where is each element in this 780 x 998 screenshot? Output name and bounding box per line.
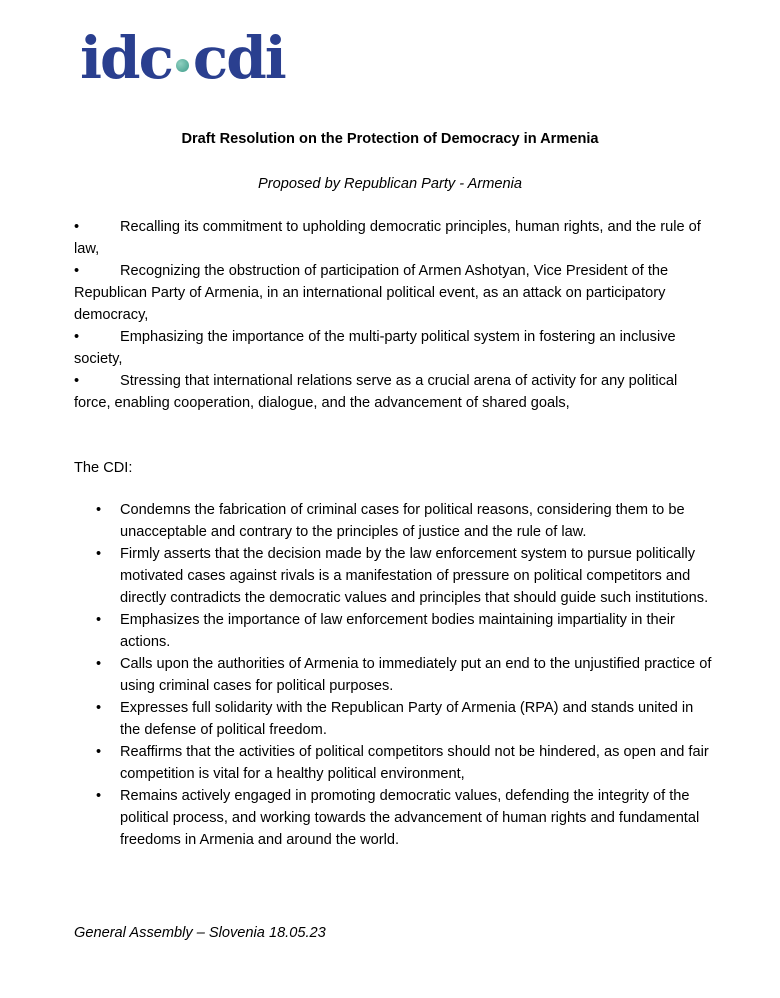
resolution-item	[74, 653, 714, 697]
resolution-text: Expresses full solidarity with the Republican Party of Armenia (RPA) and stands united in the defense of political freedom.	[120, 700, 694, 738]
logo-dot-icon	[176, 59, 189, 72]
preamble-section	[74, 216, 714, 414]
resolution-text: Emphasizes the importance of law enforcement bodies maintaining impartiality in their actions.	[120, 612, 675, 650]
bullet-icon: •	[74, 373, 80, 389]
resolution-text: Condemns the fabrication of criminal cases for political reasons, considering them to be unacceptable and contrary to the principles of justice and the rule of law.	[120, 502, 685, 540]
document-title: Draft Resolution on the Protection of Democracy in Armenia	[181, 131, 599, 147]
resolution-text: Reaffirms that the activities of political competitors should not be hindered, as open and fair competition is vital for a healthy political environment,	[120, 744, 709, 782]
preamble-text: Recognizing the obstruction of participation of Armen Ashotyan, Vice President of the Republican Party of Armenia, in an international political event, as an attack on participatory democracy,	[74, 263, 669, 323]
preamble-paragraph	[74, 370, 714, 414]
idc-cdi-logo	[80, 24, 285, 92]
resolution-item	[74, 609, 714, 653]
bullet-icon: •	[96, 788, 102, 804]
preamble-text: Stressing that international relations serve as a crucial arena of activity for any political force, enabling cooperation, dialogue, and the advancement of shared goals,	[74, 373, 678, 411]
resolution-item	[74, 543, 714, 609]
bullet-icon: •	[74, 329, 80, 345]
preamble-paragraph	[74, 216, 714, 260]
logo-text-idc: idc	[80, 24, 172, 92]
bullet-icon: •	[96, 502, 102, 518]
preamble-text: Emphasizing the importance of the multi-party political system in fostering an inclusive society,	[74, 329, 676, 367]
resolution-text: Firmly asserts that the decision made by the law enforcement system to pursue politically motivated cases against rivals is a manifestation of pressure on political competitors and directly contradicts the democratic values and principles that should guide such institutions.	[120, 546, 709, 606]
bullet-icon: •	[74, 219, 80, 235]
bullet-icon: •	[96, 546, 102, 562]
resolution-item	[74, 785, 714, 851]
cdi-lead-label: The CDI:	[74, 460, 133, 476]
resolution-item	[74, 741, 714, 785]
resolution-item	[74, 697, 714, 741]
preamble-paragraph	[74, 260, 714, 326]
bullet-icon: •	[96, 656, 102, 672]
resolutions-list	[74, 499, 714, 851]
document-footer: General Assembly – Slovenia 18.05.23	[74, 925, 326, 941]
resolution-text: Calls upon the authorities of Armenia to immediately put an end to the unjustified practice of using criminal cases for political purposes.	[120, 656, 712, 694]
resolution-item	[74, 499, 714, 543]
bullet-icon: •	[96, 744, 102, 760]
resolution-text: Remains actively engaged in promoting democratic values, defending the integrity of the political process, and working towards the advancement of human rights and fundamental freedoms in Armenia and around the world.	[120, 788, 700, 848]
bullet-icon: •	[96, 612, 102, 628]
bullet-icon: •	[74, 263, 80, 279]
logo-text-cdi: cdi	[192, 24, 285, 92]
bullet-icon: •	[96, 700, 102, 716]
preamble-paragraph	[74, 326, 714, 370]
preamble-text: Recalling its commitment to upholding democratic principles, human rights, and the rule of law,	[74, 219, 701, 257]
document-subtitle: Proposed by Republican Party - Armenia	[258, 176, 522, 192]
